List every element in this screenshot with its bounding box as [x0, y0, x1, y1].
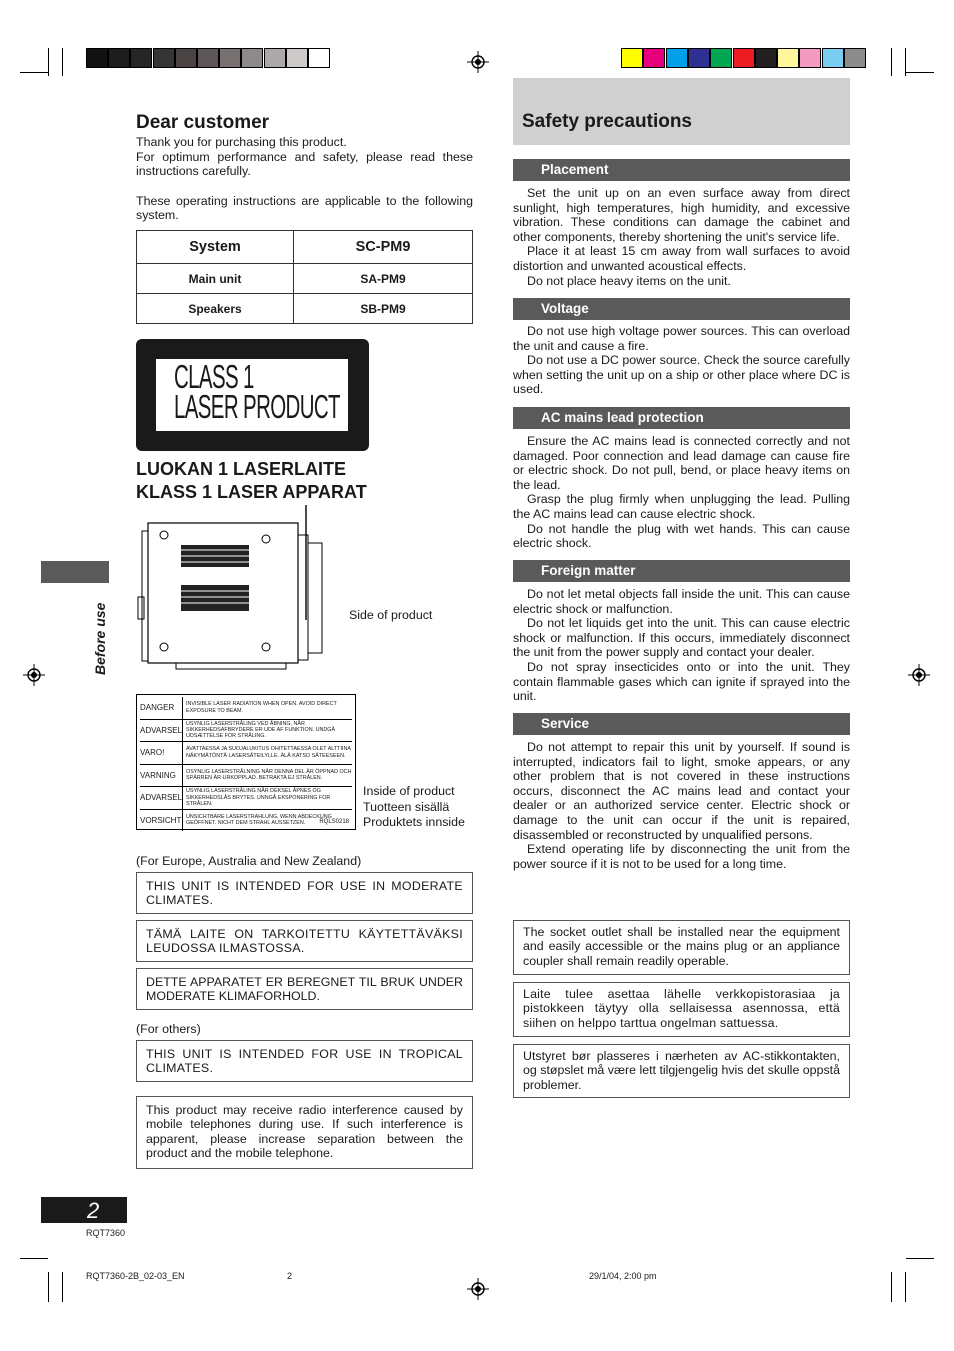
climate-notice-tropical: THIS UNIT IS INTENDED FOR USE IN TROPICAL CLIMATES. — [136, 1040, 473, 1082]
section-bar-placement: Placement — [513, 159, 850, 181]
region-note: (For others) — [136, 1022, 201, 1036]
warning-text: OSYNLIG LASERSTRÅLNING NÄR DENNA DEL ÄR ÖPPNAD OCH SPÄRREN ÄR URKOPPLAD. BETRAKTA EJ STRÅLEN. — [182, 765, 352, 787]
section-bar-foreign-matter: Foreign matter — [513, 560, 850, 582]
warning-row — [140, 742, 352, 765]
color-swatch — [777, 48, 799, 68]
socket-notice-fi: Laite tulee asettaa lähelle verkkopistorasiaa ja pistokkeen täytyy olla sellaisessa asennossa, että siihen on helppo tarttua ongelman sattuessa. — [513, 982, 850, 1037]
crop-mark — [48, 48, 49, 76]
laser-class-label — [136, 339, 369, 451]
crop-mark — [20, 72, 48, 73]
color-swatch — [86, 48, 108, 68]
page-title: Dear customer — [136, 112, 270, 133]
color-swatch — [755, 48, 777, 68]
color-swatch — [219, 48, 241, 68]
color-swatch — [175, 48, 197, 68]
crop-mark — [48, 1272, 49, 1302]
warning-row — [140, 787, 352, 810]
crop-mark — [906, 72, 934, 73]
table-cell: SA-PM9 — [294, 264, 473, 294]
intro-line: For optimum performance and safety, please read these instructions carefully. — [136, 149, 473, 179]
section-body-ac-mains: Ensure the AC mains lead is connected correctly and not damaged. Poor connection and lead damage can cause fire or electric shock. Do not pull, bend, or place heavy items on the lead. Grasp the plug firmly when unplugging the lead. Pulling the AC mains lead can cause electric shock. Do not handle the plug with wet hands. This can cause electric shock. — [513, 434, 850, 551]
color-swatch — [733, 48, 755, 68]
table-cell: Speakers — [137, 294, 294, 324]
color-swatch — [264, 48, 286, 68]
page-number-box — [41, 1197, 127, 1223]
section-body-voltage: Do not use high voltage power sources. This can overload the unit and cause a fire. Do not use a DC power source. Check the source carefully when setting the unit up on a ship or other place where DC is used. — [513, 324, 850, 397]
laser-label-line: CLASS 1 — [174, 358, 254, 395]
climate-notice-fi: TÄMÄ LAITE ON TARKOITETTU KÄYTETTÄVÄKSI LEUDOSSA ILMASTOSSA. — [136, 920, 473, 962]
side-tab-label: Before use — [92, 602, 108, 675]
color-swatch — [844, 48, 866, 68]
color-swatch — [308, 48, 330, 68]
socket-notice-en: The socket outlet shall be installed near the equipment and easily accessible or the mains plug or an appliance coupler shall remain readily operable. — [513, 920, 850, 975]
page-number: 2 — [87, 1198, 100, 1223]
crop-mark — [62, 1272, 63, 1302]
table-cell: SB-PM9 — [294, 294, 473, 324]
laser-translations — [136, 458, 367, 504]
warning-word: ADVARSEL — [140, 725, 183, 735]
inside-caption: Tuotteen sisällä — [363, 799, 450, 814]
warning-word: ADVARSEL — [140, 793, 183, 803]
color-swatch — [799, 48, 821, 68]
crop-mark — [905, 1272, 906, 1302]
registration-mark-icon — [467, 51, 489, 73]
table-header: System — [137, 231, 294, 264]
section-bar-voltage: Voltage — [513, 298, 850, 320]
safety-header — [513, 78, 850, 145]
table-cell: Main unit — [137, 264, 294, 294]
table-row — [137, 294, 473, 324]
crop-mark — [906, 1258, 934, 1259]
inside-caption: Produktets innside — [363, 815, 465, 829]
side-caption: Side of product — [349, 608, 433, 622]
color-swatch — [643, 48, 665, 68]
inside-captions — [363, 784, 465, 831]
warning-word: VORSICHT — [140, 815, 182, 825]
table-header: SC-PM9 — [294, 231, 473, 264]
warning-text: AVATTAESSA JA SUOJALUKITUS OHITETTAESSA OLET ALTTIINA NÄKYMÄTÖNTÄ LASERSÄTEILYLLE. ÄLÄ KATSO SÄTEESEEN. — [182, 742, 352, 764]
system-table — [136, 230, 473, 324]
inside-caption: Inside of product — [363, 784, 455, 798]
crop-mark — [62, 48, 63, 76]
color-swatch — [241, 48, 263, 68]
color-swatch — [688, 48, 710, 68]
crop-mark — [891, 48, 892, 76]
color-swatch — [197, 48, 219, 68]
crop-mark — [905, 48, 906, 76]
doc-code: RQT7360 — [86, 1228, 126, 1238]
color-swatch — [621, 48, 643, 68]
warning-row — [140, 720, 352, 743]
laser-label-line: LASER PRODUCT — [174, 388, 340, 425]
product-side-drawing — [136, 505, 336, 670]
intro-text — [136, 135, 473, 223]
label-code: RQLS0218 — [319, 819, 349, 825]
color-swatch — [822, 48, 844, 68]
section-bar-ac-mains: AC mains lead protection — [513, 407, 850, 429]
crop-mark — [20, 1258, 48, 1259]
registration-mark-icon — [467, 1278, 489, 1300]
warning-row — [140, 765, 352, 788]
socket-notice-no: Utstyret bør plasseres i nærheten av AC-stikkontakten, og støpslet må være lett tilgjengelig hvis det skulle oppstå problemer. — [513, 1044, 850, 1098]
color-swatch — [130, 48, 152, 68]
file-name: RQT7360-2B_02-03_EN — [86, 1271, 185, 1281]
color-swatch — [710, 48, 732, 68]
intro-line: Thank you for purchasing this product. — [136, 135, 347, 149]
color-swatch — [286, 48, 308, 68]
table-row — [137, 264, 473, 294]
warning-row — [140, 697, 352, 720]
warning-text: UNSICHTBARE LASERSTRAHLUNG, WENN ABDECKUNG GEÖFFNET. NICHT DEM STRAHL AUSSETZEN. — [182, 810, 352, 832]
interference-notice: This product may receive radio interference caused by mobile telephones during use. If such interference is apparent, please increase separation between the product and the mobile telephone. — [136, 1096, 473, 1169]
warning-word: VARNING — [140, 770, 176, 780]
registration-mark-icon — [908, 664, 930, 686]
section-title: Safety precautions — [522, 111, 692, 132]
climate-notice-no: DETTE APPARATET ER BEREGNET TIL BRUK UNDER MODERATE KLIMAFORHOLD. — [136, 968, 473, 1010]
file-page: 2 — [287, 1271, 293, 1281]
section-body-foreign-matter: Do not let metal objects fall inside the unit. This can cause electric shock or malfunction. Do not let liquids get into the unit. This can cause electric shock or malfunction. If this occurs, immediately disconnect the unit from the power supply and contact your dealer. Do not spray insecticides onto or into the unit. They contain flammable gases which can ignite if sprayed into the unit. — [513, 587, 850, 704]
warning-text: INVISIBLE LASER RADIATION WHEN OPEN. AVOID DIRECT EXPOSURE TO BEAM. — [182, 697, 352, 719]
section-tab — [41, 561, 109, 583]
warning-text: USYNLIG LASERSTRÅLING NÅR DEKSEL ÅPNES OG SIKKERHEDSLÅS BRYTES. UNNGÅ EKSPONERING FOR STRÅLEN. — [182, 787, 352, 809]
laser-text-fi: LUOKAN 1 LASERLAITE — [136, 459, 347, 479]
warning-word: DANGER — [140, 703, 175, 713]
climate-notice-en: THIS UNIT IS INTENDED FOR USE IN MODERATE CLIMATES. — [136, 872, 473, 914]
warning-rows — [140, 697, 352, 831]
warning-text: USYNLIG LASERSTRÅLING VED ÅBNING, NÅR SIKKERHEDSAFBRYDERE ER UDE AF FUNKTION. UNDGÅ UDSÆTTELSE FOR STRÅLING. — [182, 720, 352, 742]
color-swatch — [108, 48, 130, 68]
laser-text-sv: KLASS 1 LASER APPARAT — [136, 482, 367, 502]
timestamp: 29/1/04, 2:00 pm — [589, 1271, 657, 1281]
section-body-placement: Set the unit up on an even surface away from direct sunlight, high temperatures, high humidity, and excessive vibration. These conditions can damage the cabinet and other components, thereby shortening the unit's service life. Place it at least 15 cm away from wall surfaces to avoid distortion and unwanted acoustical effects. Do not place heavy items on the unit. — [513, 186, 850, 288]
section-body-service: Do not attempt to repair this unit by yourself. If sound is interrupted, indicators fail to light, smoke appears, or any other problem that is not covered in these instructions occurs, disconnect the AC mains lead and contact your dealer or an authorized service center. Electric shock or damage to the unit can occur if the unit is repaired, disassembled or reconstructed by unqualified persons. Extend operating life by disconnecting the unit from the power source if it is not to be used for a long time. — [513, 740, 850, 871]
warning-word: VARO! — [140, 748, 165, 758]
intro-line: These operating instructions are applicable to the following system. — [136, 193, 473, 223]
laser-warning-label — [136, 694, 356, 830]
region-note: (For Europe, Australia and New Zealand) — [136, 854, 362, 868]
color-swatch — [153, 48, 175, 68]
crop-mark — [891, 1272, 892, 1302]
color-swatch — [666, 48, 688, 68]
registration-mark-icon — [23, 664, 45, 686]
section-bar-service: Service — [513, 713, 850, 735]
